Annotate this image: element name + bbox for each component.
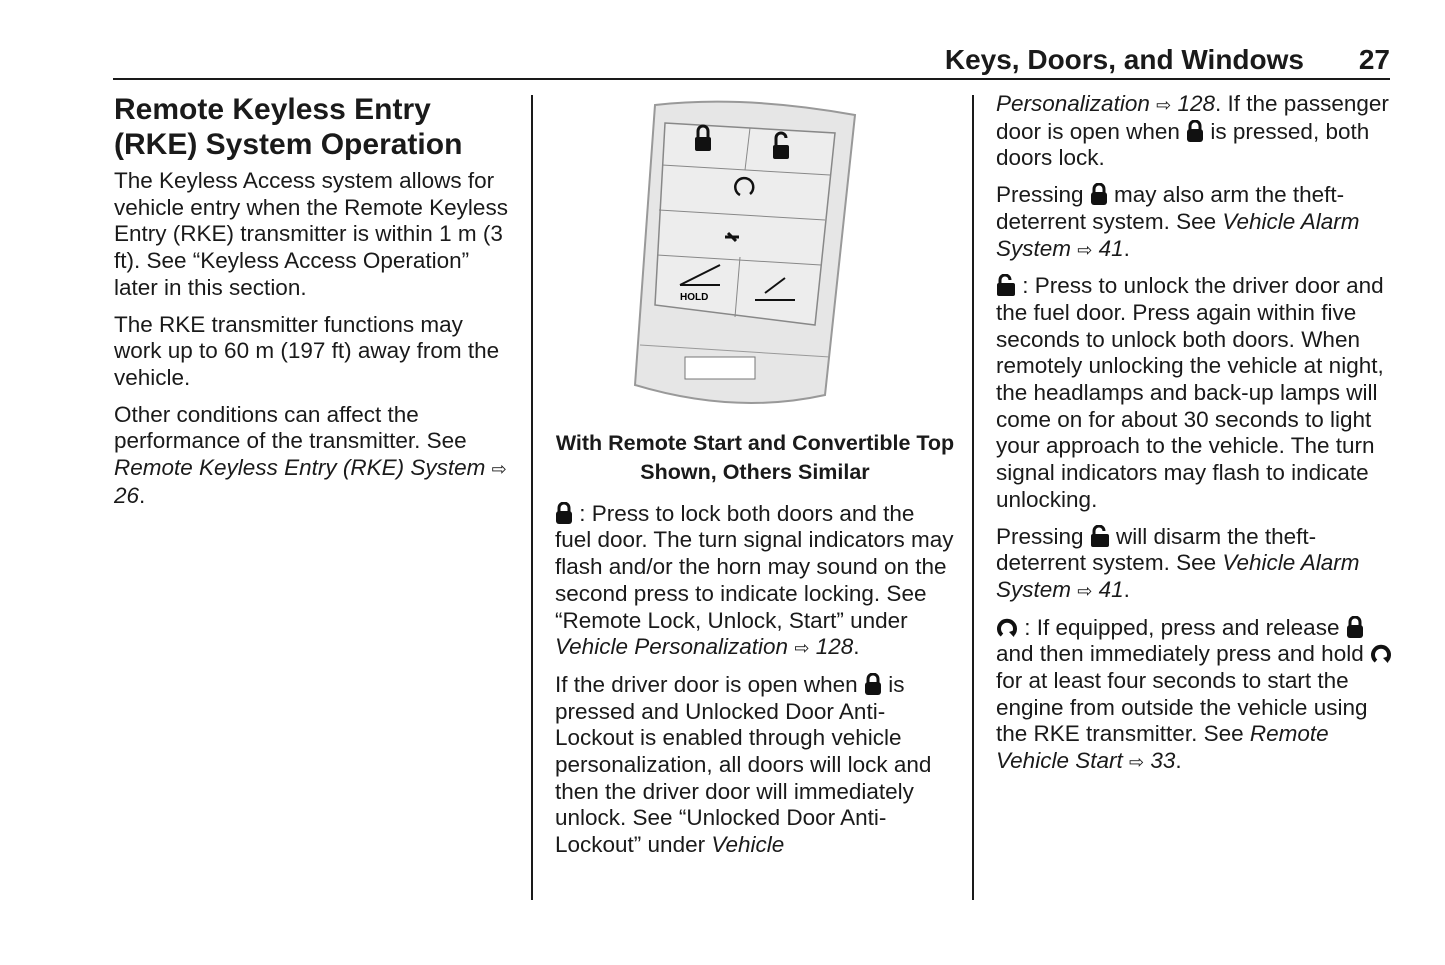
text: for at least four seconds to start the engine from outside the vehicle using the RKE transmitter. See [996, 668, 1368, 747]
text: is pressed, both doors lock. [996, 118, 1370, 171]
lock-icon [1090, 183, 1108, 205]
cross-reference-link[interactable]: Vehicle Alarm System [996, 208, 1360, 261]
text: may also arm the theft-deterrent system. See [996, 182, 1345, 234]
paragraph [996, 524, 1396, 605]
lock-icon [864, 673, 882, 695]
text: . [853, 634, 860, 660]
text: : If equipped, press and release [1018, 614, 1346, 640]
page-ref[interactable]: 26 [114, 482, 140, 508]
page-number: 27 [1358, 44, 1390, 75]
rke-transmitter-illustration [625, 95, 865, 410]
remote-start-icon [1370, 642, 1392, 664]
text: . [139, 482, 146, 508]
page-ref[interactable]: 41 [1098, 235, 1124, 261]
svg-text:HOLD: HOLD [680, 292, 709, 303]
lock-icon [1346, 616, 1364, 638]
cross-reference-link[interactable]: Personalization [996, 91, 1150, 116]
unlock-button-description [996, 273, 1396, 513]
cross-reference-link[interactable]: Remote Keyless Entry (RKE) System [114, 455, 486, 481]
ref-arrow-icon: ⇨ [1129, 752, 1145, 773]
remote-start-icon [996, 616, 1018, 638]
paragraph [114, 402, 514, 510]
cross-reference-link[interactable]: Vehicle Alarm System [996, 550, 1360, 602]
page-ref[interactable]: 128 [815, 634, 854, 660]
text: Pressing [996, 523, 1090, 549]
paragraph: The Keyless Access system allows for vehicle entry when the Remote Keyless Entry (RKE) transmitter is within 1 m (3 ft). See “Keyless Access Operation” later in this section. [114, 168, 508, 300]
ref-arrow-icon: ⇨ [491, 459, 507, 480]
column-3 [996, 91, 1396, 786]
text: Other conditions can affect the performance of the transmitter. See [114, 401, 467, 454]
section-title: Keys, Doors, and Windows [944, 44, 1304, 75]
page-ref[interactable]: 33 [1150, 748, 1176, 774]
ref-arrow-icon: ⇨ [1156, 95, 1172, 115]
ref-arrow-icon: ⇨ [794, 638, 810, 659]
lock-button-description [555, 501, 955, 662]
text: and then immediately press and hold [996, 641, 1370, 667]
text: . [1123, 235, 1130, 261]
remote-start-description [996, 615, 1396, 776]
text: : Press to lock both doors and the fuel door. The turn signal indicators may flash and/or the horn may sound on the second press to indicate locking. See “Remote Lock, Unlock, Start” under [555, 500, 954, 633]
text: Pressing [996, 182, 1090, 208]
column-2 [555, 95, 955, 869]
text: . [1123, 576, 1130, 602]
ref-arrow-icon: ⇨ [1077, 239, 1093, 260]
text: will disarm the theft-deterrent system. See [996, 523, 1317, 576]
text: If the driver door is open when [555, 671, 864, 697]
text: : Press to unlock the driver door and the fuel door. Press again within five seconds to unlock both doors. When remotely unlocking the vehicle at night, the headlamps and back-up lamps will come on for about 30 seconds to light your approach to the vehicle. The turn signal indicators may flash to indicate unlocking. [996, 273, 1384, 512]
column-divider [972, 95, 974, 900]
section-heading: Remote Keyless Entry (RKE) System Operation [114, 93, 463, 161]
cross-reference-link[interactable]: Vehicle Personalization [555, 634, 789, 660]
ref-arrow-icon: ⇨ [1077, 580, 1093, 601]
lock-icon [555, 502, 573, 524]
driver-door-paragraph [555, 672, 955, 859]
page-ref[interactable]: 128 [1177, 91, 1216, 116]
text: . If the passenger door is open when [996, 91, 1389, 144]
paragraph [996, 182, 1396, 263]
page-ref[interactable]: 41 [1098, 576, 1124, 602]
lock-icon [1186, 120, 1204, 142]
text: . [1175, 748, 1182, 774]
paragraph [996, 91, 1396, 172]
column-divider [531, 95, 533, 900]
column-1 [114, 92, 514, 519]
text: is pressed and Unlocked Door Anti-Lockout is enabled through vehicle personalization, all doors will lock and then the driver door will immediately unlock. See “Unlocked Door Anti-Lockout” under [555, 671, 932, 858]
unlock-icon [1090, 525, 1110, 547]
page-header [113, 40, 1390, 80]
paragraph: The RKE transmitter functions may work up to 60 m (197 ft) away from the vehicle. [114, 311, 500, 390]
figure-caption: With Remote Start and Convertible Top Shown, Others Similar [555, 430, 955, 484]
cross-reference-link[interactable]: Vehicle [711, 832, 785, 858]
cross-reference-link[interactable]: Remote Vehicle Start [996, 721, 1329, 774]
unlock-icon [996, 274, 1016, 296]
